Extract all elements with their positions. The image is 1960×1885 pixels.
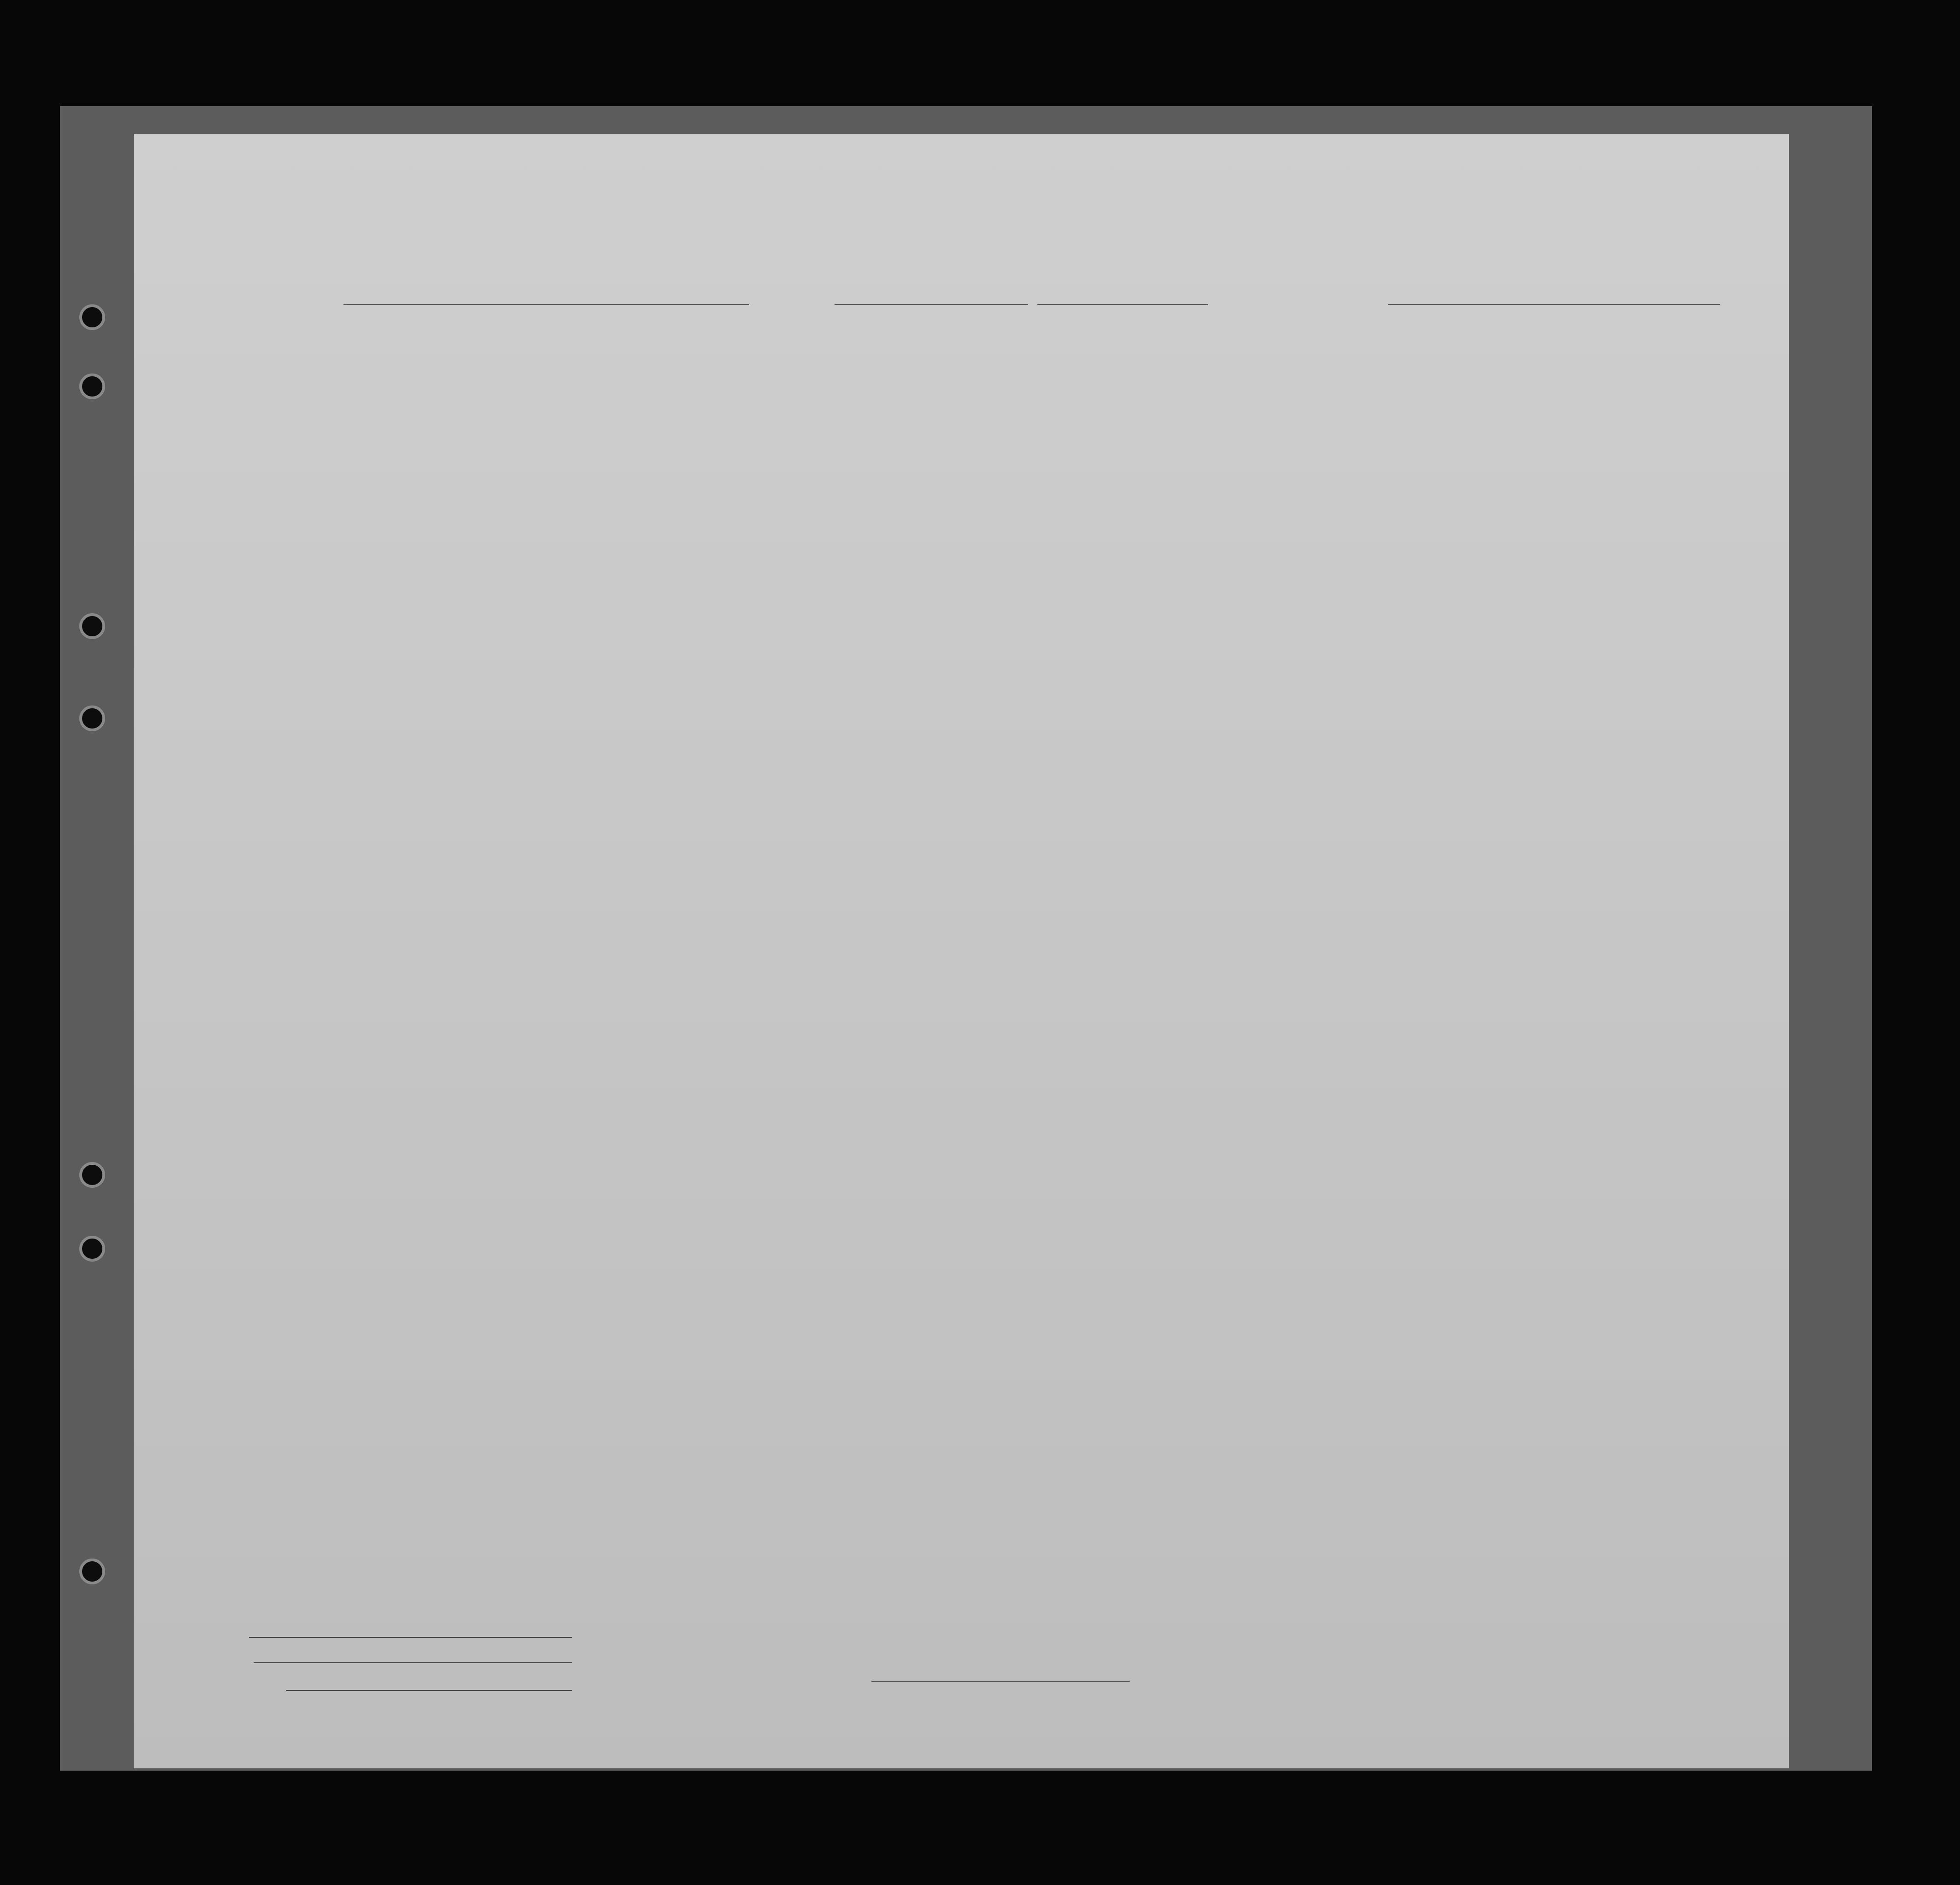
line-underline <box>249 1637 572 1638</box>
agents-underline <box>286 1690 572 1691</box>
table-grid <box>134 134 1789 1768</box>
binder-hole <box>79 304 105 330</box>
binder-hole <box>79 1162 105 1188</box>
signature-line <box>871 1681 1130 1682</box>
binder-hole <box>79 705 105 731</box>
binder-hole <box>79 373 105 399</box>
binder-hole <box>79 1236 105 1262</box>
manifest-sheet <box>134 134 1789 1768</box>
binder-hole <box>79 613 105 639</box>
binder-hole <box>79 1559 105 1584</box>
owners-underline <box>254 1662 572 1663</box>
